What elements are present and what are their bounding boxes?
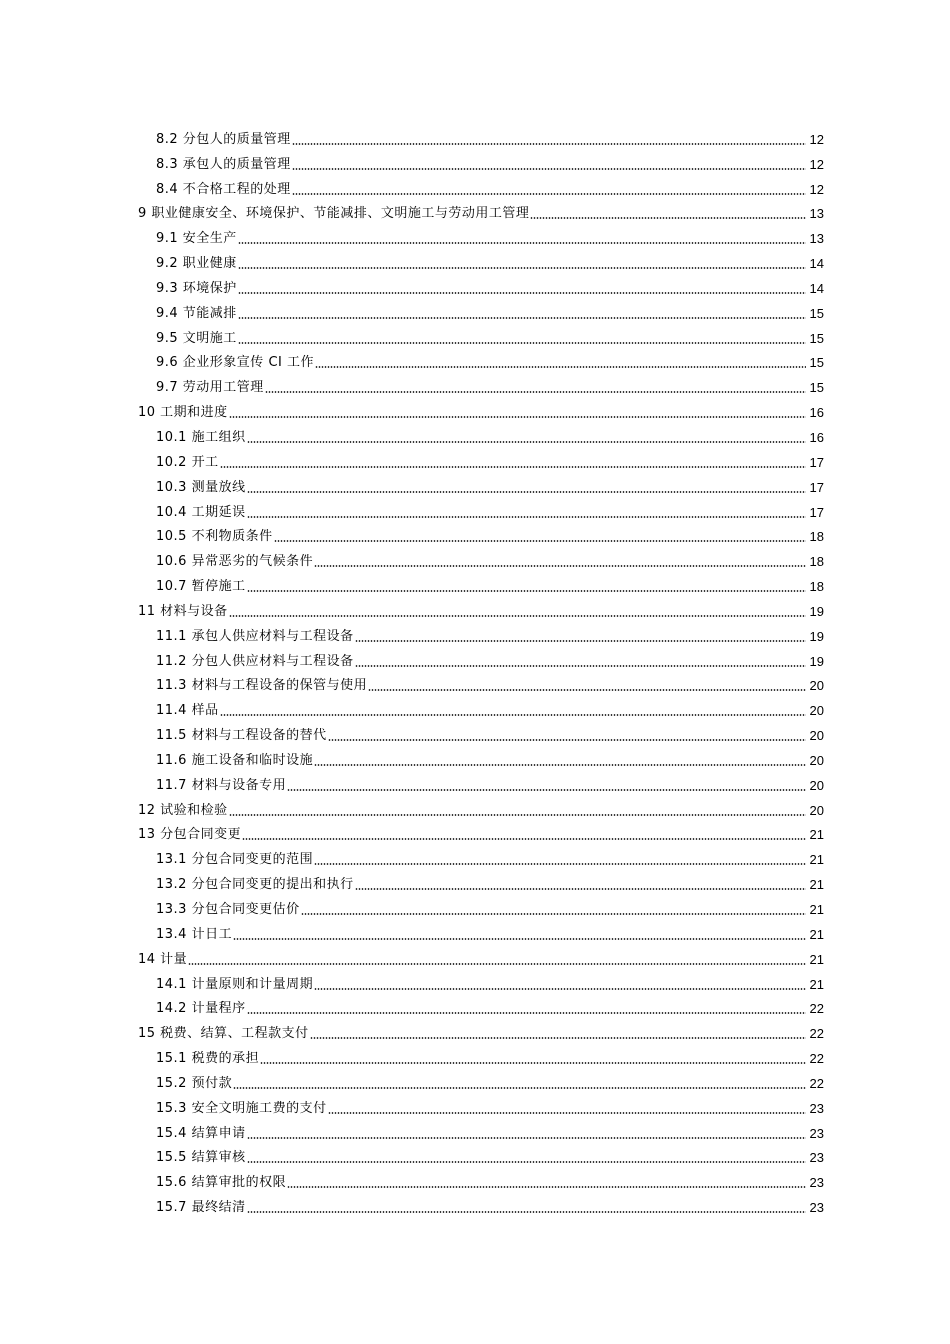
toc-page-number: 15 <box>809 330 824 346</box>
toc-entry-title: 10.2 开工 <box>156 454 219 470</box>
toc-page-number: 20 <box>809 752 824 768</box>
toc-page-number: 21 <box>809 951 824 967</box>
toc-entry-title: 10.7 暂停施工 <box>156 579 246 595</box>
toc-entry[interactable] <box>0 822 950 847</box>
toc-entry[interactable] <box>0 548 950 573</box>
toc-entry[interactable] <box>0 598 950 623</box>
toc-dot-leader <box>328 739 806 741</box>
toc-dot-leader <box>229 814 806 816</box>
toc-page-number: 17 <box>809 479 824 495</box>
toc-entry-title: 10 工期和进度 <box>138 405 228 421</box>
toc-entry-title: 13 分包合同变更 <box>138 827 242 843</box>
toc-entry-title: 15.4 结算申请 <box>156 1125 246 1141</box>
toc-dot-leader <box>292 143 806 145</box>
toc-entry[interactable] <box>0 772 950 797</box>
table-of-contents <box>0 126 950 1219</box>
toc-entry-title: 9.4 节能减排 <box>156 305 237 321</box>
toc-entry[interactable] <box>0 350 950 375</box>
toc-entry-title: 15 税费、结算、工程款支付 <box>138 1026 309 1042</box>
toc-entry[interactable] <box>0 1070 950 1095</box>
toc-dot-leader <box>247 1161 806 1163</box>
toc-entry-title: 13.4 计日工 <box>156 926 233 942</box>
toc-page-number: 12 <box>809 181 824 197</box>
toc-entry[interactable] <box>0 201 950 226</box>
toc-entry[interactable] <box>0 126 950 151</box>
toc-entry-title: 10.6 异常恶劣的气候条件 <box>156 554 314 570</box>
toc-page-number: 21 <box>809 852 824 868</box>
toc-page-number: 19 <box>809 628 824 644</box>
toc-page-number: 20 <box>809 777 824 793</box>
toc-entry-title: 15.5 结算审核 <box>156 1150 246 1166</box>
toc-entry-title: 15.6 结算审批的权限 <box>156 1175 287 1191</box>
toc-dot-leader <box>247 491 806 493</box>
toc-dot-leader <box>233 938 806 940</box>
toc-dot-leader <box>233 1087 806 1089</box>
toc-dot-leader <box>314 863 806 865</box>
toc-page-number: 17 <box>809 454 824 470</box>
toc-page-number: 19 <box>809 603 824 619</box>
toc-entry-title: 11.5 材料与工程设备的替代 <box>156 728 327 744</box>
toc-entry-title: 15.7 最终结清 <box>156 1200 246 1216</box>
toc-page-number: 12 <box>809 156 824 172</box>
toc-dot-leader <box>238 267 806 269</box>
toc-entry[interactable] <box>0 573 950 598</box>
toc-page-number: 23 <box>809 1100 824 1116</box>
toc-dot-leader <box>238 317 806 319</box>
toc-page-number: 22 <box>809 1051 824 1067</box>
toc-dot-leader <box>274 540 806 542</box>
toc-entry[interactable] <box>0 449 950 474</box>
toc-dot-leader <box>242 838 806 840</box>
toc-entry[interactable] <box>0 623 950 648</box>
toc-dot-leader <box>238 342 806 344</box>
toc-entry-title: 9.1 安全生产 <box>156 231 237 247</box>
toc-entry[interactable] <box>0 747 950 772</box>
toc-page-number: 21 <box>809 827 824 843</box>
toc-entry[interactable] <box>0 797 950 822</box>
toc-entry[interactable] <box>0 1095 950 1120</box>
toc-entry-title: 10.3 测量放线 <box>156 479 246 495</box>
toc-page-number: 20 <box>809 703 824 719</box>
toc-dot-leader <box>310 1037 806 1039</box>
toc-page-number: 18 <box>809 579 824 595</box>
toc-dot-leader <box>247 590 806 592</box>
toc-entry-title: 14.2 计量程序 <box>156 1001 246 1017</box>
toc-entry[interactable] <box>0 648 950 673</box>
toc-entry[interactable] <box>0 225 950 250</box>
toc-page-number: 16 <box>809 429 824 445</box>
toc-entry[interactable] <box>0 697 950 722</box>
toc-dot-leader <box>368 689 806 691</box>
toc-entry[interactable] <box>0 176 950 201</box>
toc-entry[interactable] <box>0 722 950 747</box>
toc-page-number: 20 <box>809 678 824 694</box>
toc-entry-title: 11.2 分包人供应材料与工程设备 <box>156 653 354 669</box>
toc-page-number: 22 <box>809 1026 824 1042</box>
toc-entry[interactable] <box>0 499 950 524</box>
toc-page-number: 20 <box>809 802 824 818</box>
toc-dot-leader <box>220 714 806 716</box>
toc-entry-title: 13.1 分包合同变更的范围 <box>156 852 314 868</box>
toc-entry-title: 11.7 材料与设备专用 <box>156 777 287 793</box>
toc-entry-title: 9.7 劳动用工管理 <box>156 380 264 396</box>
toc-entry-title: 11.3 材料与工程设备的保管与使用 <box>156 678 368 694</box>
toc-entry-title: 15.2 预付款 <box>156 1075 233 1091</box>
toc-entry-title: 9 职业健康安全、环境保护、节能减排、文明施工与劳动用工管理 <box>138 206 530 222</box>
toc-entry-title: 11 材料与设备 <box>138 603 228 619</box>
toc-page-number: 15 <box>809 380 824 396</box>
toc-dot-leader <box>247 516 806 518</box>
toc-page-number: 15 <box>809 355 824 371</box>
toc-entry[interactable] <box>0 474 950 499</box>
toc-page-number: 22 <box>809 1001 824 1017</box>
toc-page-number: 12 <box>809 131 824 147</box>
toc-page-number: 20 <box>809 728 824 744</box>
toc-entry[interactable] <box>0 996 950 1021</box>
toc-dot-leader <box>229 615 806 617</box>
toc-page-number: 15 <box>809 305 824 321</box>
toc-entry-title: 15.3 安全文明施工费的支付 <box>156 1100 327 1116</box>
toc-entry[interactable] <box>0 151 950 176</box>
toc-dot-leader <box>292 168 806 170</box>
toc-entry[interactable] <box>0 846 950 871</box>
toc-entry-title: 15.1 税费的承担 <box>156 1051 260 1067</box>
toc-page-number: 18 <box>809 529 824 545</box>
toc-entry-title: 13.3 分包合同变更估价 <box>156 902 300 917</box>
toc-dot-leader <box>287 1186 806 1188</box>
toc-dot-leader <box>238 292 806 294</box>
toc-entry-title: 11.6 施工设备和临时设施 <box>156 752 314 768</box>
toc-entry-title: 13.2 分包合同变更的提出和执行 <box>156 877 354 893</box>
toc-page-number: 19 <box>809 653 824 669</box>
toc-page-number: 13 <box>809 231 824 247</box>
toc-page-number: 16 <box>809 405 824 421</box>
toc-page-number: 23 <box>809 1150 824 1166</box>
toc-entry[interactable] <box>0 1020 950 1045</box>
toc-dot-leader <box>530 217 806 219</box>
toc-page-number: 22 <box>809 1075 824 1091</box>
toc-entry-title: 11.4 样品 <box>156 703 219 719</box>
toc-entry-title: 9.6 企业形象宣传 CI 工作 <box>156 355 314 371</box>
toc-dot-leader <box>229 416 806 418</box>
toc-entry[interactable] <box>0 300 950 325</box>
toc-entry-title: 9.3 环境保护 <box>156 280 237 296</box>
toc-dot-leader <box>355 888 806 890</box>
toc-entry[interactable] <box>0 524 950 549</box>
toc-page-number: 14 <box>809 280 824 296</box>
toc-entry[interactable] <box>0 673 950 698</box>
toc-dot-leader <box>238 242 806 244</box>
toc-entry[interactable] <box>0 896 950 921</box>
toc-dot-leader <box>287 789 806 791</box>
toc-entry-title: 14 计量 <box>138 951 188 967</box>
toc-dot-leader <box>355 640 806 642</box>
toc-dot-leader <box>314 988 806 990</box>
toc-page-number: 14 <box>809 256 824 272</box>
toc-entry[interactable] <box>0 1045 950 1070</box>
toc-entry-title: 10.5 不利物质条件 <box>156 529 273 545</box>
toc-entry[interactable] <box>0 1145 950 1170</box>
toc-entry[interactable] <box>0 921 950 946</box>
toc-entry-title: 11.1 承包人供应材料与工程设备 <box>156 628 354 644</box>
toc-dot-leader <box>292 193 806 195</box>
toc-entry[interactable] <box>0 1194 950 1219</box>
toc-entry-title: 8.3 承包人的质量管理 <box>156 156 291 172</box>
toc-entry-title: 14.1 计量原则和计量周期 <box>156 976 314 992</box>
toc-entry[interactable] <box>0 871 950 896</box>
toc-entry-title: 9.2 职业健康 <box>156 256 237 272</box>
toc-entry[interactable] <box>0 1120 950 1145</box>
toc-page-number: 21 <box>809 902 824 917</box>
toc-entry[interactable] <box>0 399 950 424</box>
toc-entry-title: 12 试验和检验 <box>138 802 228 818</box>
toc-dot-leader <box>220 466 806 468</box>
toc-dot-leader <box>355 665 806 667</box>
toc-entry-title: 8.2 分包人的质量管理 <box>156 131 291 147</box>
toc-entry[interactable] <box>0 325 950 350</box>
toc-dot-leader <box>260 1062 806 1064</box>
toc-page-number: 13 <box>809 206 824 222</box>
toc-entry-title: 8.4 不合格工程的处理 <box>156 181 291 197</box>
toc-dot-leader <box>247 1012 806 1014</box>
toc-dot-leader <box>247 1211 806 1213</box>
toc-entry-title: 10.4 工期延误 <box>156 504 246 520</box>
toc-dot-leader <box>247 1137 806 1139</box>
toc-page-number: 21 <box>809 877 824 893</box>
toc-page-number: 23 <box>809 1125 824 1141</box>
toc-page-number: 23 <box>809 1200 824 1216</box>
toc-dot-leader <box>247 441 806 443</box>
toc-entry-title: 10.1 施工组织 <box>156 429 246 445</box>
toc-dot-leader <box>301 913 806 915</box>
toc-dot-leader <box>188 963 806 965</box>
toc-page-number: 21 <box>809 976 824 992</box>
toc-entry[interactable] <box>0 250 950 275</box>
toc-entry[interactable] <box>0 946 950 971</box>
toc-page-number: 18 <box>809 554 824 570</box>
toc-entry[interactable] <box>0 374 950 399</box>
toc-entry[interactable] <box>0 275 950 300</box>
toc-dot-leader <box>265 391 806 393</box>
toc-page-number: 17 <box>809 504 824 520</box>
toc-entry[interactable] <box>0 971 950 996</box>
toc-dot-leader <box>314 764 806 766</box>
toc-dot-leader <box>314 565 806 567</box>
toc-entry-title: 9.5 文明施工 <box>156 330 237 346</box>
toc-page-number: 21 <box>809 926 824 942</box>
toc-dot-leader <box>315 366 806 368</box>
toc-entry[interactable] <box>0 1169 950 1194</box>
toc-page-number: 23 <box>809 1175 824 1191</box>
toc-dot-leader <box>328 1112 806 1114</box>
toc-entry[interactable] <box>0 424 950 449</box>
